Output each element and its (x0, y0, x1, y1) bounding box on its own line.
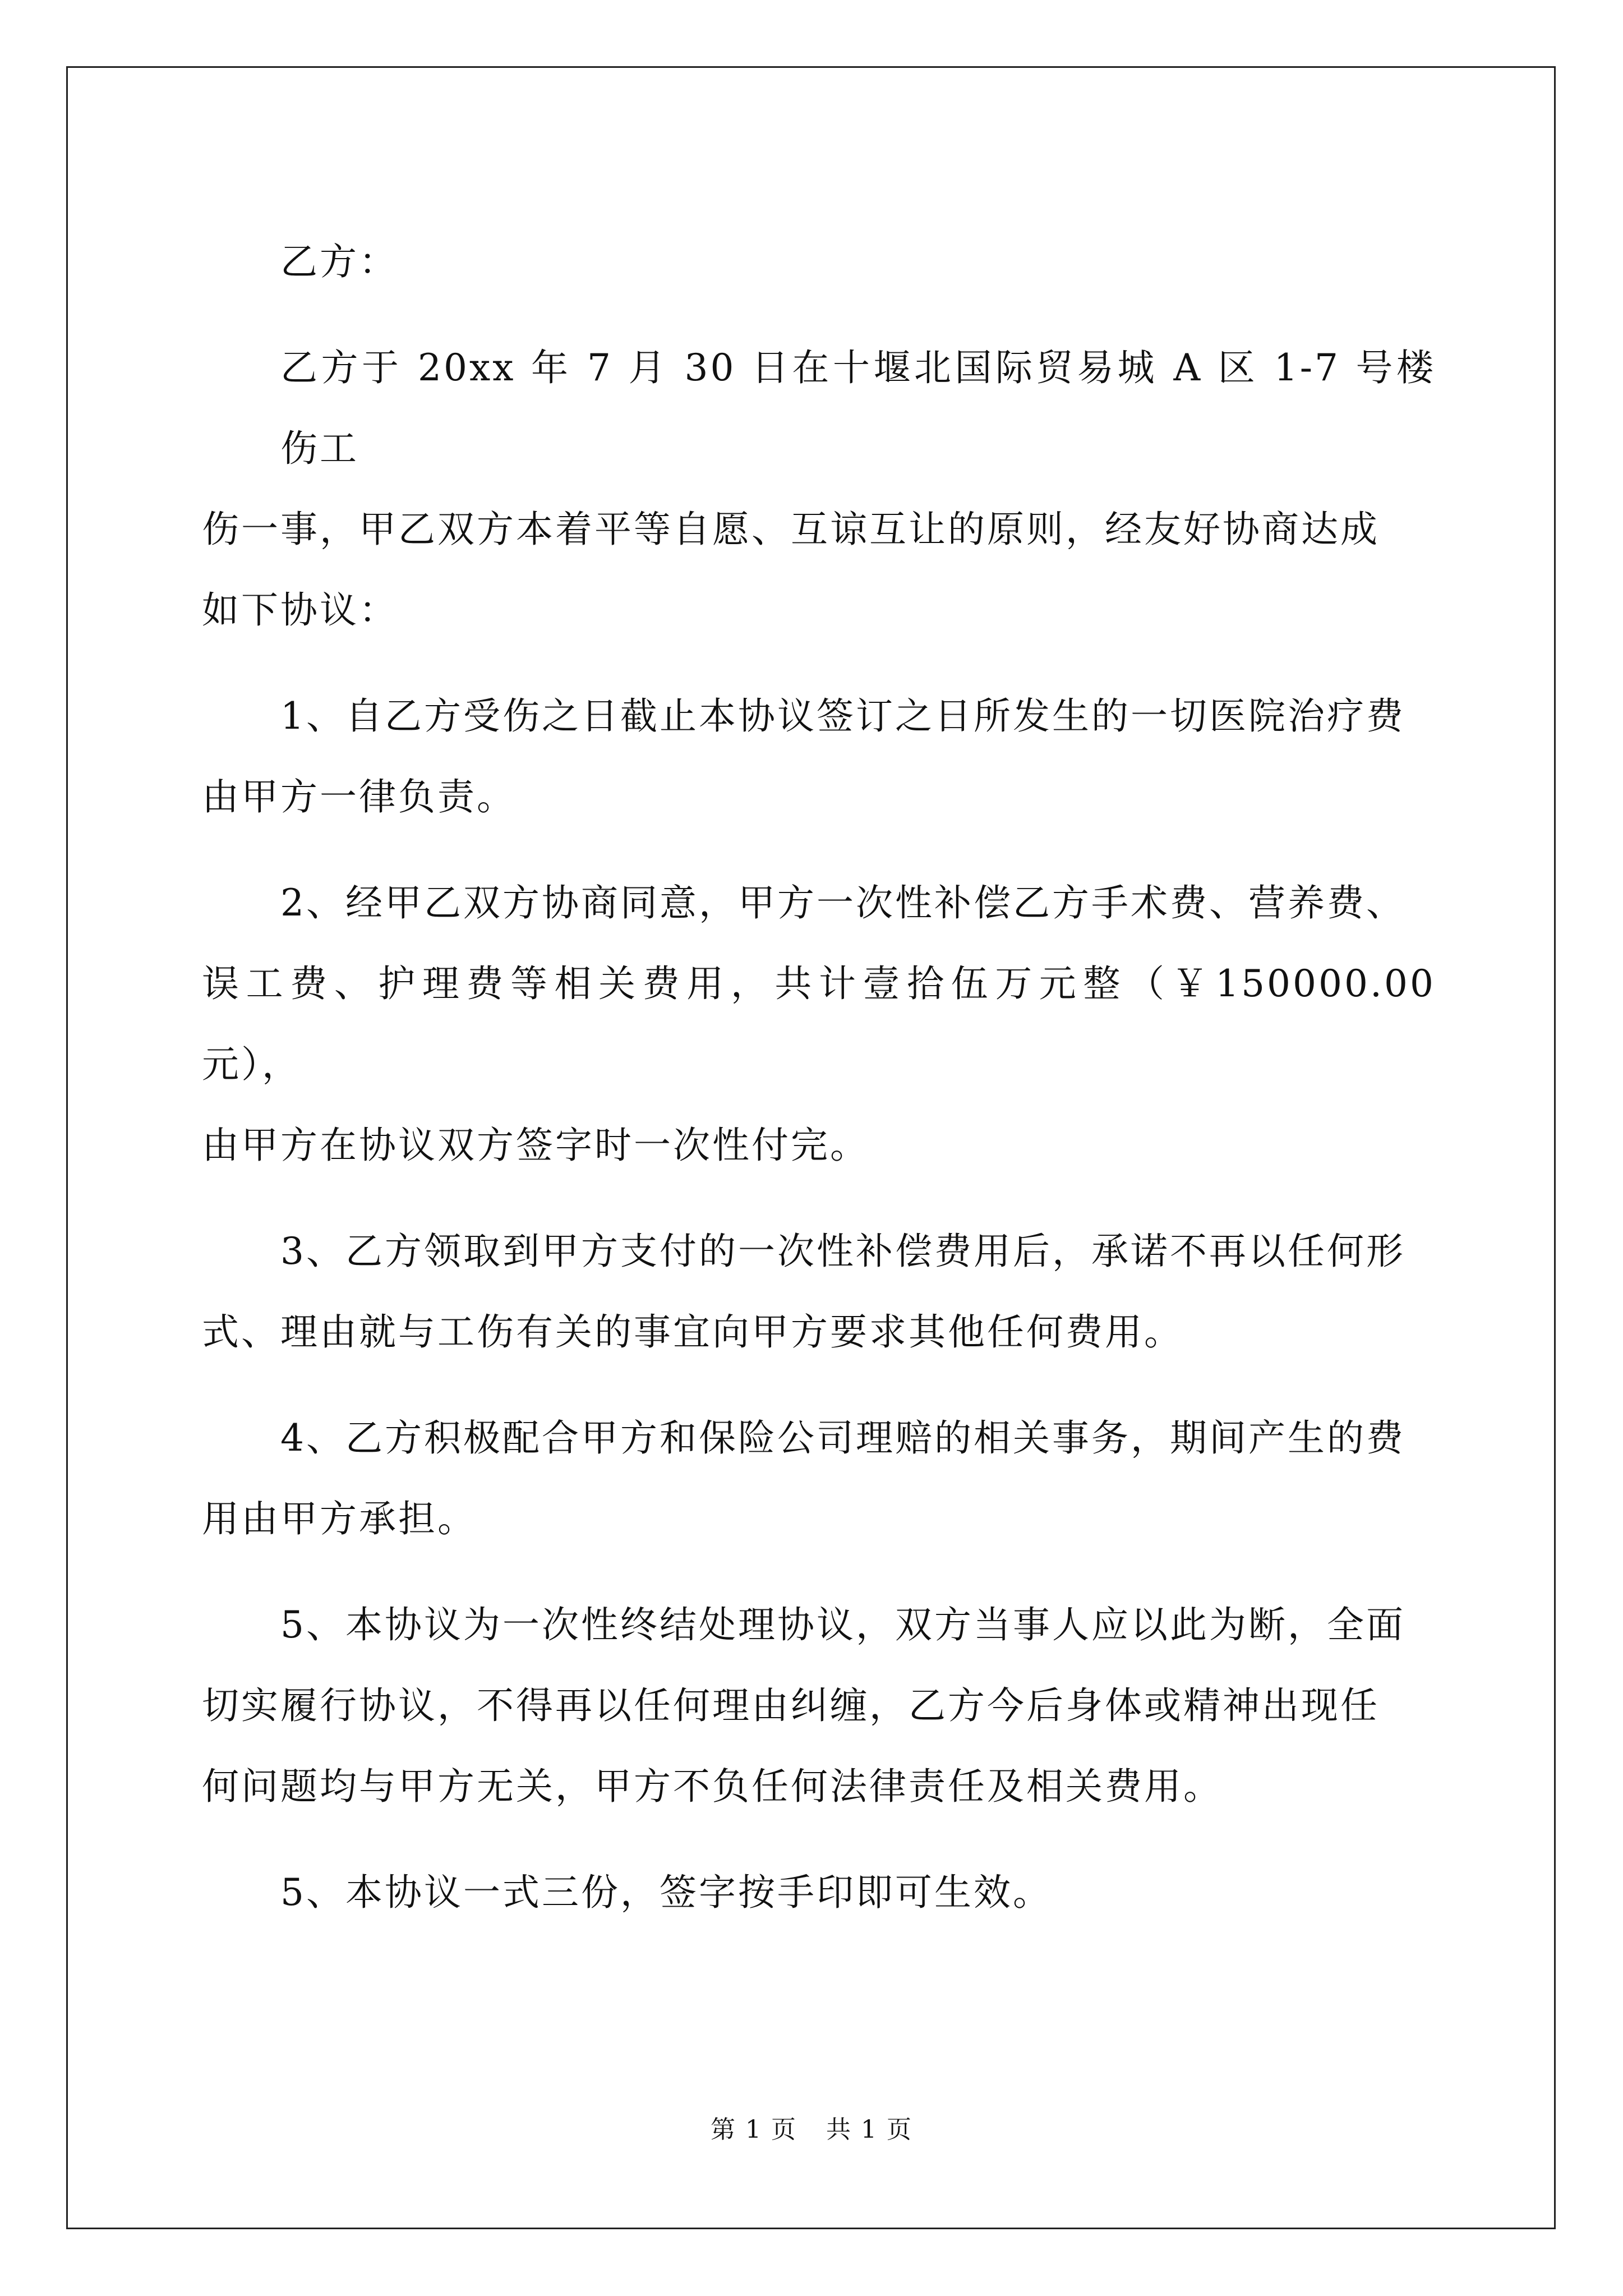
paragraph-line: 由甲方一律负责。 (202, 775, 516, 818)
page-total-label: 共 1 页 (826, 2115, 912, 2144)
paragraph-line: 4、乙方积极配合甲方和保险公司理赔的相关事务，期间产生的费 (280, 1416, 1405, 1460)
paragraph-line: 误工费、护理费等相关费用，共计壹拾伍万元整（￥150000.00 元）， (202, 962, 1436, 1086)
clause-5 (202, 1585, 1436, 1827)
paragraph-line: 5、本协议为一次性终结处理协议，双方当事人应以此为断，全面 (280, 1603, 1405, 1646)
paragraph-line: 由甲方在协议双方签字时一次性付完。 (202, 1124, 869, 1167)
clause-3 (202, 1211, 1436, 1373)
paragraph-line: 用由甲方承担。 (202, 1497, 477, 1540)
clause-4 (202, 1398, 1436, 1559)
paragraph-line: 1、自乙方受伤之日截止本协议签订之日所发生的一切医院治疗费 (280, 694, 1405, 738)
clause-1 (202, 676, 1436, 838)
paragraph-line: 3、乙方领取到甲方支付的一次性补偿费用后，承诺不再以任何形 (280, 1230, 1405, 1273)
page-footer (0, 2109, 1623, 2145)
paragraph-line: 乙方： (280, 240, 398, 283)
paragraph-party-b (202, 222, 1436, 302)
paragraph-line: 乙方于 20xx 年 7 月 30 日在十堰北国际贸易城 A 区 1-7 号楼伤工 (280, 346, 1436, 470)
clause-5-copies (202, 1852, 1436, 1933)
paragraph-line: 2、经甲乙双方协商同意，甲方一次性补偿乙方手术费、营养费、 (280, 881, 1405, 924)
page-current-label: 第 1 页 (711, 2115, 797, 2144)
paragraph-intro (202, 328, 1436, 651)
paragraph-line: 伤一事，甲乙双方本着平等自愿、互谅互让的原则，经友好协商达成 (202, 508, 1380, 551)
clause-2 (202, 863, 1436, 1186)
paragraph-line: 何问题均与甲方无关，甲方不负任何法律责任及相关费用。 (202, 1765, 1223, 1808)
paragraph-line: 5、本协议一式三份，签字按手印即可生效。 (280, 1871, 1052, 1914)
paragraph-line: 切实履行协议，不得再以任何理由纠缠，乙方今后身体或精神出现任 (202, 1684, 1380, 1727)
paragraph-line: 式、理由就与工伤有关的事宜向甲方要求其他任何费用。 (202, 1310, 1183, 1354)
paragraph-line: 如下协议： (202, 588, 398, 632)
document-body (202, 222, 1436, 1958)
